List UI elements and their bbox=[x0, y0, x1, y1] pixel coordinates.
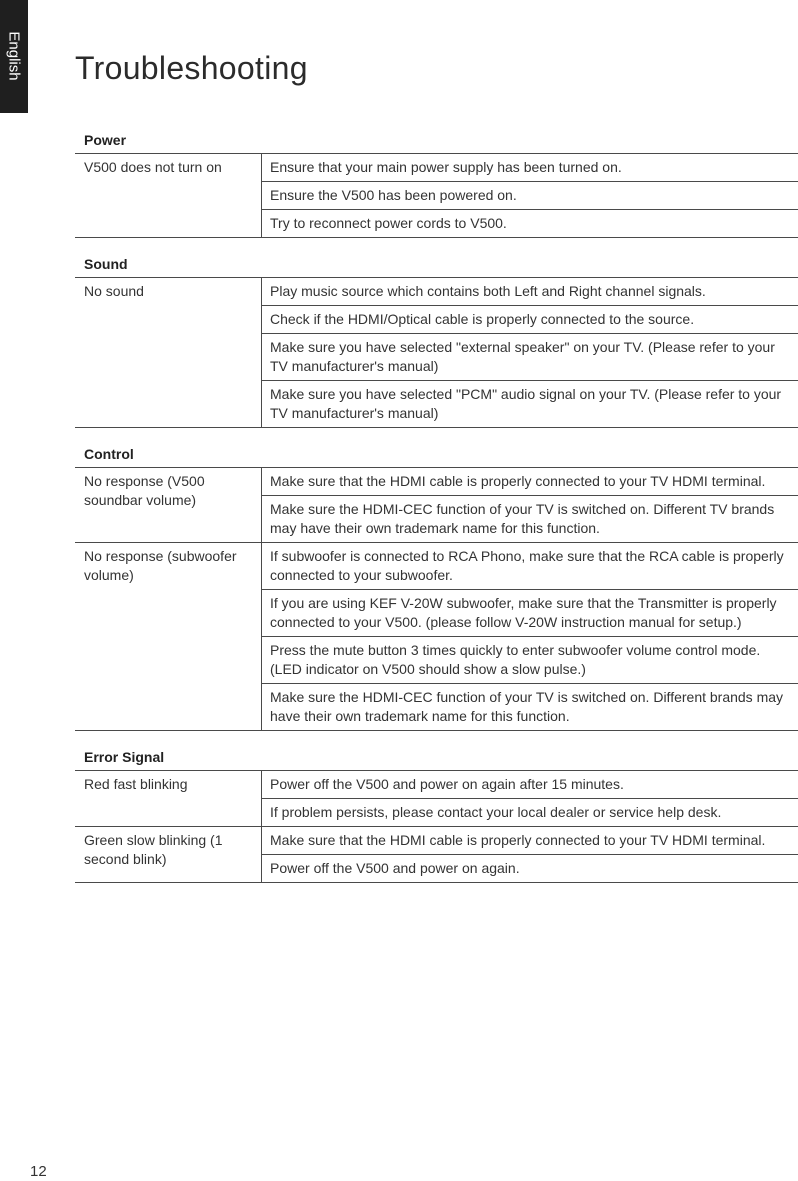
problem-group bbox=[75, 771, 798, 827]
section bbox=[75, 442, 798, 731]
solution-list bbox=[262, 543, 798, 730]
section bbox=[75, 745, 798, 883]
problem-label: Green slow blinking (1 second blink) bbox=[75, 827, 262, 882]
solution-item: Make sure that the HDMI cable is properly connected to your TV HDMI terminal. bbox=[262, 827, 798, 855]
language-tab bbox=[0, 0, 28, 113]
solution-item: Make sure the HDMI-CEC function of your TV is switched on. Different TV brands may have their own trademark name for this function. bbox=[270, 501, 775, 536]
section bbox=[75, 128, 798, 238]
solution-item: Power off the V500 and power on again. bbox=[270, 860, 520, 876]
section-title: Sound bbox=[75, 252, 798, 278]
section-title: Error Signal bbox=[75, 745, 798, 771]
problem-label: No sound bbox=[75, 278, 262, 427]
solution-list bbox=[262, 154, 798, 237]
problem-group bbox=[75, 543, 798, 731]
solution-list bbox=[262, 468, 798, 542]
solution-item: If problem persists, please contact your local dealer or service help desk. bbox=[270, 804, 722, 820]
solution-item: If you are using KEF V-20W subwoofer, make sure that the Transmitter is properly connected to your V500. (please follow V-20W instruction manual for setup.) bbox=[262, 590, 798, 637]
solution-item: Make sure you have selected "external speaker" on your TV. (Please refer to your TV manufacturer's manual) bbox=[262, 334, 798, 381]
solution-item: Make sure the HDMI-CEC function of your TV is switched on. Different brands may have their own trademark name for this function. bbox=[270, 689, 784, 724]
solution-item: Make sure that the HDMI cable is properly connected to your TV HDMI terminal. bbox=[262, 468, 798, 496]
solution-item: Play music source which contains both Left and Right channel signals. bbox=[262, 278, 798, 306]
problem-label: V500 does not turn on bbox=[75, 154, 262, 237]
solution-item: If subwoofer is connected to RCA Phono, make sure that the RCA cable is properly connected to your subwoofer. bbox=[262, 543, 798, 590]
solution-item: Power off the V500 and power on again after 15 minutes. bbox=[262, 771, 798, 799]
troubleshooting-table bbox=[75, 128, 798, 897]
problem-group bbox=[75, 278, 798, 428]
section-title: Power bbox=[75, 128, 798, 154]
problem-label: No response (V500 soundbar volume) bbox=[75, 468, 262, 542]
problem-label: Red fast blinking bbox=[75, 771, 262, 826]
solution-list bbox=[262, 278, 798, 427]
section-title: Control bbox=[75, 442, 798, 468]
solution-item: Check if the HDMI/Optical cable is properly connected to the source. bbox=[262, 306, 798, 334]
problem-group bbox=[75, 154, 798, 238]
section bbox=[75, 252, 798, 428]
solution-list bbox=[262, 771, 798, 826]
solution-item: Try to reconnect power cords to V500. bbox=[270, 215, 507, 231]
problem-label: No response (subwoofer volume) bbox=[75, 543, 262, 730]
problem-group bbox=[75, 468, 798, 543]
solution-item: Ensure the V500 has been powered on. bbox=[262, 182, 798, 210]
solution-item: Make sure you have selected "PCM" audio signal on your TV. (Please refer to your TV manufacturer's manual) bbox=[270, 386, 782, 421]
page-number: 12 bbox=[30, 1163, 47, 1180]
solution-item: Press the mute button 3 times quickly to enter subwoofer volume control mode. (LED indicator on V500 should show a slow pulse.) bbox=[262, 637, 798, 684]
solution-list bbox=[262, 827, 798, 882]
language-tab-label: English bbox=[5, 31, 23, 81]
solution-item: Ensure that your main power supply has been turned on. bbox=[262, 154, 798, 182]
problem-group bbox=[75, 827, 798, 883]
page-title: Troubleshooting bbox=[75, 50, 308, 86]
